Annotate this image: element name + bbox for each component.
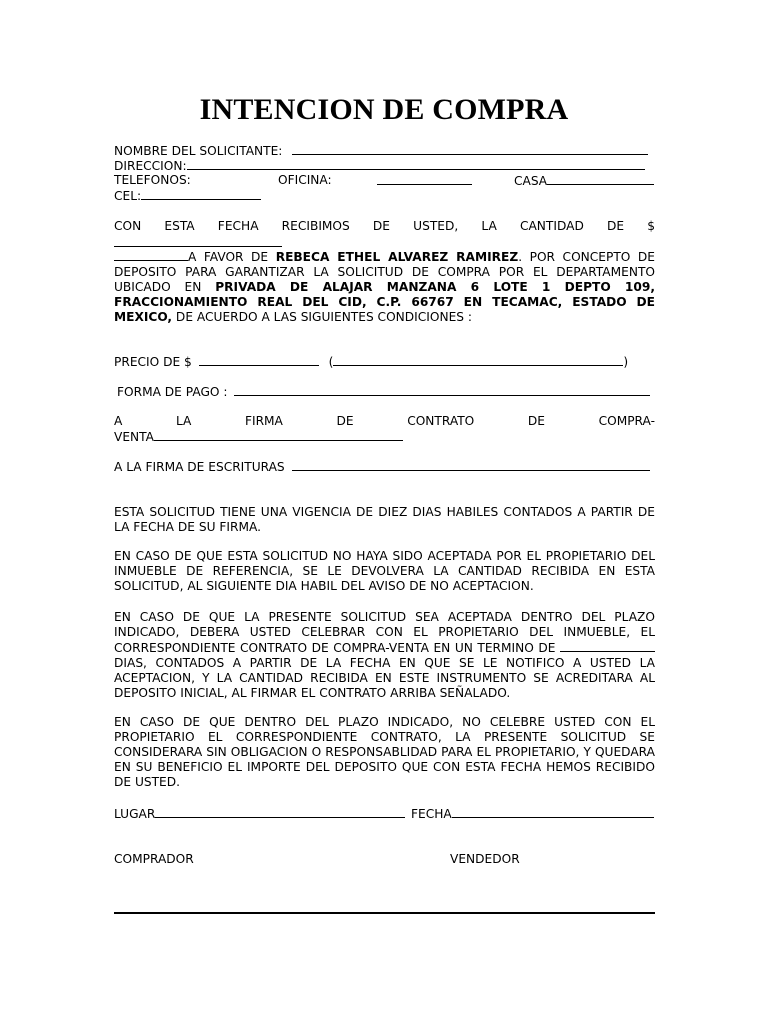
forma-pago-blank xyxy=(234,384,650,396)
firma-escrituras-label: A LA FIRMA DE ESCRITURAS xyxy=(114,460,285,474)
deposit-line1: CON ESTA FECHA RECIBIMOS DE USTED, LA CANTIDAD DE $ xyxy=(114,219,655,233)
oficina-label: OFICINA: xyxy=(278,173,332,187)
fecha-blank xyxy=(452,806,654,818)
deposit-amount-blank xyxy=(114,249,188,261)
forma-pago-field xyxy=(117,384,650,400)
casa-blank xyxy=(547,173,654,185)
casa-field xyxy=(514,173,654,189)
aceptada-paragraph xyxy=(114,610,655,701)
oficina-blank xyxy=(377,173,472,189)
lugar-field xyxy=(114,806,405,822)
firma-escrituras-blank xyxy=(292,459,650,471)
no-aceptada-paragraph: EN CASO DE QUE ESTA SOLICITUD NO HAYA SIDO ACEPTADA POR EL PROPIETARIO DEL INMUEBLE DE REFERENCIA, SE LE DEVOLVERA LA CANTIDAD RECIBIDA EN ESTA SOLICITUD, AL SIGUIENTE DIA HABIL DEL AVISO DE NO ACEPTACION. xyxy=(114,549,655,593)
dias-blank xyxy=(560,640,655,652)
property-address: PRIVADA DE ALAJAR MANZANA 6 LOTE 1 DEPTO 109, FRACCIONAMIENTO REAL DEL CID, C.P. 66767 EN TECAMAC, ESTADO DE MEXICO, xyxy=(114,280,655,324)
precio-blank xyxy=(199,354,319,366)
beneficiary-name: REBECA ETHEL ALVAREZ RAMIREZ xyxy=(275,250,519,264)
nombre-field xyxy=(114,143,648,159)
precio-label: PRECIO DE $ xyxy=(114,355,192,369)
firma-escrituras-field xyxy=(114,459,650,475)
deposit-text2: . POR CONCEPTO DE DEPOSITO PARA GARANTIZAR LA SOLICITUD DE COMPRA POR EL DEPARTAMENTO UBICADO EN xyxy=(114,250,655,294)
direccion-field xyxy=(114,158,645,174)
firma-contrato-blank xyxy=(154,429,403,441)
no-celebre-paragraph: EN CASO DE QUE DENTRO DEL PLAZO INDICADO, NO CELEBRE USTED CON EL PROPIETARIO EL CORRESPONDIENTE CONTRATO, LA PRESENTE SOLICITUD SE CONSIDERARA SIN OBLIGACION O RESPONSABLIDAD PARA EL PROPIETARIO, Y QUEDARA EN SU BENEFICIO EL IMPORTE DEL DEPOSITO QUE CON ESTA FECHA HEMOS RECIBIDO DE USTED. xyxy=(114,715,655,789)
precio-letra-blank xyxy=(333,354,623,366)
fecha-label: FECHA xyxy=(411,807,452,821)
lugar-label: LUGAR xyxy=(114,807,156,821)
lugar-blank xyxy=(155,806,405,818)
casa-label: CASA xyxy=(514,174,548,188)
cel-blank xyxy=(141,188,261,200)
cel-label: CEL: xyxy=(114,189,142,203)
direccion-blank xyxy=(187,158,645,170)
nombre-blank xyxy=(292,143,648,155)
deposit-text3: DE ACUERDO A LAS SIGUIENTES CONDICIONES : xyxy=(172,310,472,324)
forma-pago-label: FORMA DE PAGO : xyxy=(117,385,228,399)
aceptada-text-a: EN CASO DE QUE LA PRESENTE SOLICITUD SEA ACEPTADA DENTRO DEL PLAZO INDICADO, DEBERA USTED CELEBRAR CON EL PROPIETARIO DEL INMUEBLE, EL CORRESPONDIENTE CONTRATO DE COMPRA-VENTA EN UN TERMINO DE xyxy=(114,610,655,655)
vendedor-label: VENDEDOR xyxy=(450,852,520,866)
nombre-label: NOMBRE DEL SOLICITANTE: xyxy=(114,144,283,158)
signature-line xyxy=(114,912,655,914)
deposit-a-favor: A FAVOR DE xyxy=(188,250,276,264)
firma-contrato-line2 xyxy=(114,429,403,445)
comprador-label: COMPRADOR xyxy=(114,852,194,866)
aceptada-text-b: DIAS, CONTADOS A PARTIR DE LA FECHA EN QUE SE LE NOTIFICO A USTED LA ACEPTACION, Y LA CANTIDAD RECIBIDA EN ESTE INSTRUMENTO SE ACREDITARA AL DEPOSITO INICIAL, AL FIRMAR EL CONTRATO ARRIBA SEÑALADO. xyxy=(114,656,655,700)
deposit-paragraph xyxy=(114,249,655,325)
fecha-field xyxy=(411,806,654,822)
precio-field: PRECIO DE $ ( ) xyxy=(114,355,629,369)
document-title: INTENCION DE COMPRA xyxy=(199,93,569,126)
cel-field xyxy=(114,188,261,204)
vigencia-paragraph: ESTA SOLICITUD TIENE UNA VIGENCIA DE DIEZ DIAS HABILES CONTADOS A PARTIR DE LA FECHA DE SU FIRMA. xyxy=(114,505,655,534)
firma-contrato-venta: VENTA xyxy=(114,430,154,444)
direccion-label: DIRECCION: xyxy=(114,159,187,173)
telefonos-label: TELEFONOS: xyxy=(114,173,191,187)
firma-contrato-line1: A LA FIRMA DE CONTRATO DE COMPRA- xyxy=(114,414,655,428)
